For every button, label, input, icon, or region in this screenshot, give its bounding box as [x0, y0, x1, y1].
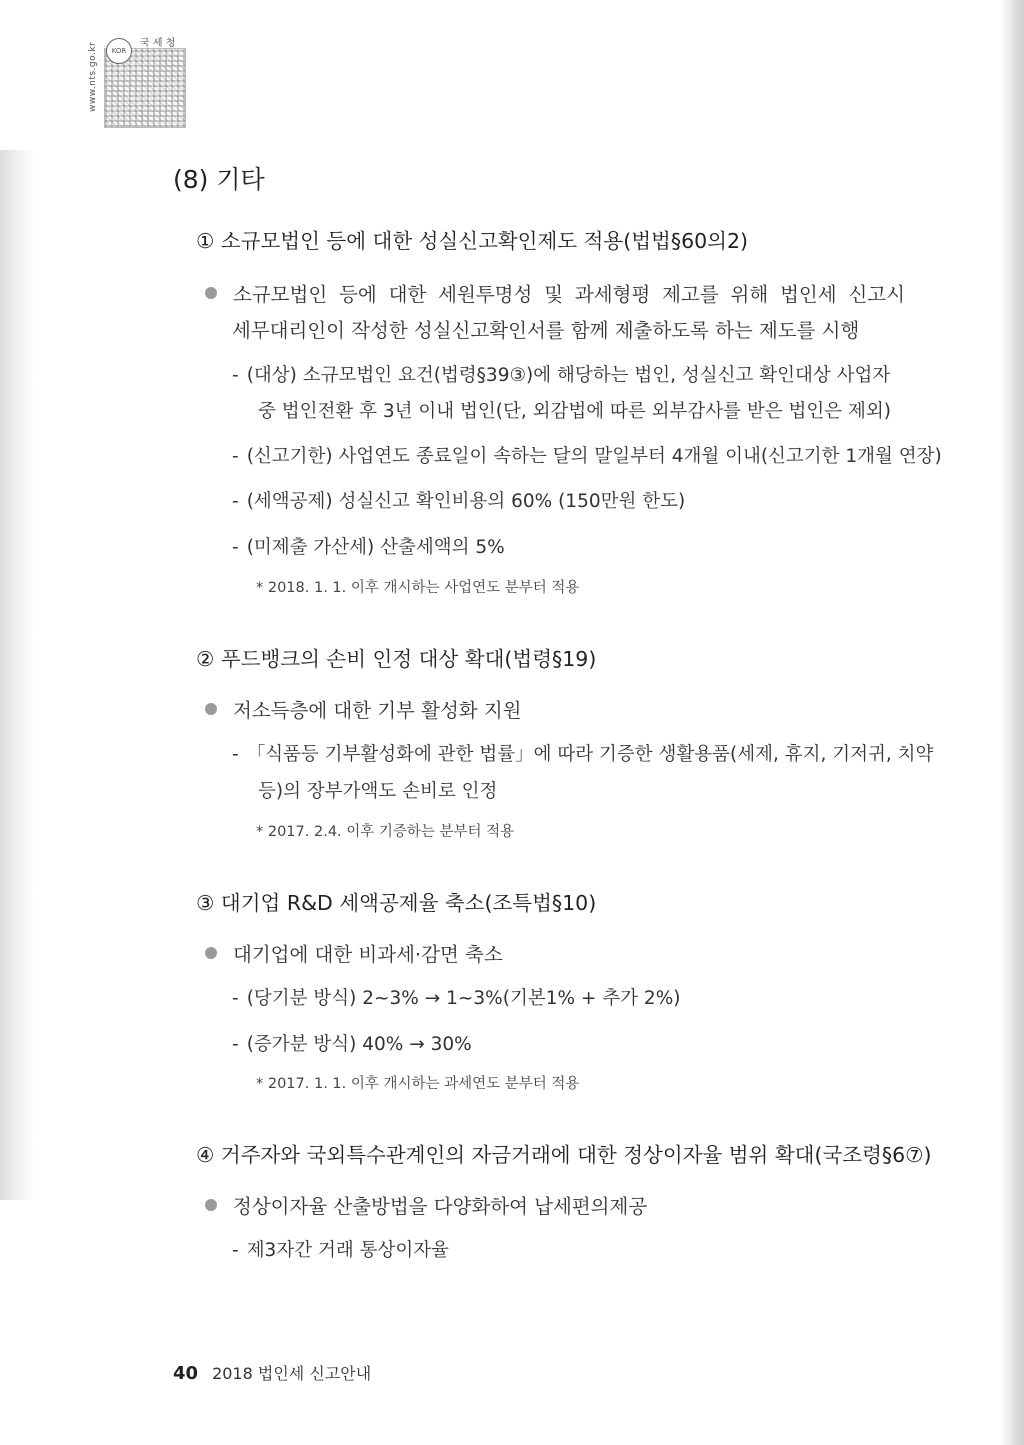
item-4-title: ④ 거주자와 국외특수관계인의 자금거래에 대한 정상이자율 범위 확대(국조령§6⑦) [196, 1143, 932, 1167]
bullet-dot-icon [205, 703, 217, 715]
bullet-dot-icon [205, 287, 217, 299]
page-number: 40 [173, 1363, 199, 1384]
item-1-note: * 2018. 1. 1. 이후 개시하는 사업연도 분부터 적용 [256, 580, 580, 596]
nts-logo [92, 28, 212, 128]
item-1-dash-3: - (세액공제) 성실신고 확인비용의 60% (150만원 한도) [232, 491, 686, 512]
item-1-dash-2: - (신고기한) 사업연도 종료일이 속하는 달의 말일부터 4개월 이내(신고기한 1개월 연장) [232, 446, 942, 467]
footer-title: 2018 법인세 신고안내 [212, 1364, 372, 1383]
item-1-dash-4: - (미제출 가산세) 산출세액의 5% [232, 537, 505, 558]
item-1-dash-1: - (대상) 소규모법인 요건(법령§39③)에 해당하는 법인, 성실신고 확인대상 사업자 [232, 365, 891, 386]
emblem-icon: KOR [106, 38, 132, 64]
item-3-title: ③ 대기업 R&D 세액공제율 축소(조특법§10) [196, 891, 597, 915]
scan-shadow-right [1000, 0, 1024, 1445]
agency-url: www.nts.go.kr [88, 41, 98, 112]
item-3-dash-2: - (증가분 방식) 40% → 30% [232, 1034, 472, 1055]
item-1-bullet: 소규모법인 등에 대한 세원투명성 및 과세형평 제고를 위해 법인세 신고시 [205, 279, 905, 307]
scan-shadow-left [0, 150, 34, 1200]
item-3-dash-1: - (당기분 방식) 2~3% → 1~3%(기본1% + 추가 2%) [232, 988, 681, 1009]
item-2-dash-1: - 「식품등 기부활성화에 관한 법률」에 따라 기증한 생활용품(세제, 휴지, 기저귀, 치약 [232, 744, 934, 765]
item-2-bullet: 저소득층에 대한 기부 활성화 지원 [205, 695, 522, 723]
item-2-dash-1-cont: 등)의 장부가액도 손비로 인정 [258, 781, 498, 802]
item-1-bullet-cont: 세무대리인이 작성한 성실신고확인서를 함께 제출하도록 하는 제도를 시행 [232, 319, 860, 342]
bullet-dot-icon [205, 947, 217, 959]
agency-name: 국 세 청 [140, 38, 176, 49]
item-4-dash-1: - 제3자간 거래 통상이자율 [232, 1240, 449, 1261]
item-1-dash-1-cont: 중 법인전환 후 3년 이내 법인(단, 외감법에 따른 외부감사를 받은 법인은 제외) [258, 401, 891, 422]
section-title: (8) 기타 [173, 165, 265, 194]
item-1-title: ① 소규모법인 등에 대한 성실신고확인제도 적용(법법§60의2) [196, 229, 748, 253]
item-3-bullet: 대기업에 대한 비과세·감면 축소 [205, 939, 503, 967]
page-footer [173, 1361, 371, 1384]
bullet-dot-icon [205, 1199, 217, 1211]
item-2-title: ② 푸드뱅크의 손비 인정 대상 확대(법령§19) [196, 647, 597, 671]
item-3-note: * 2017. 1. 1. 이후 개시하는 과세연도 분부터 적용 [256, 1076, 580, 1092]
item-2-note: * 2017. 2.4. 이후 기증하는 분부터 적용 [256, 824, 515, 840]
item-4-bullet: 정상이자율 산출방법을 다양화하여 납세편의제공 [205, 1191, 647, 1219]
